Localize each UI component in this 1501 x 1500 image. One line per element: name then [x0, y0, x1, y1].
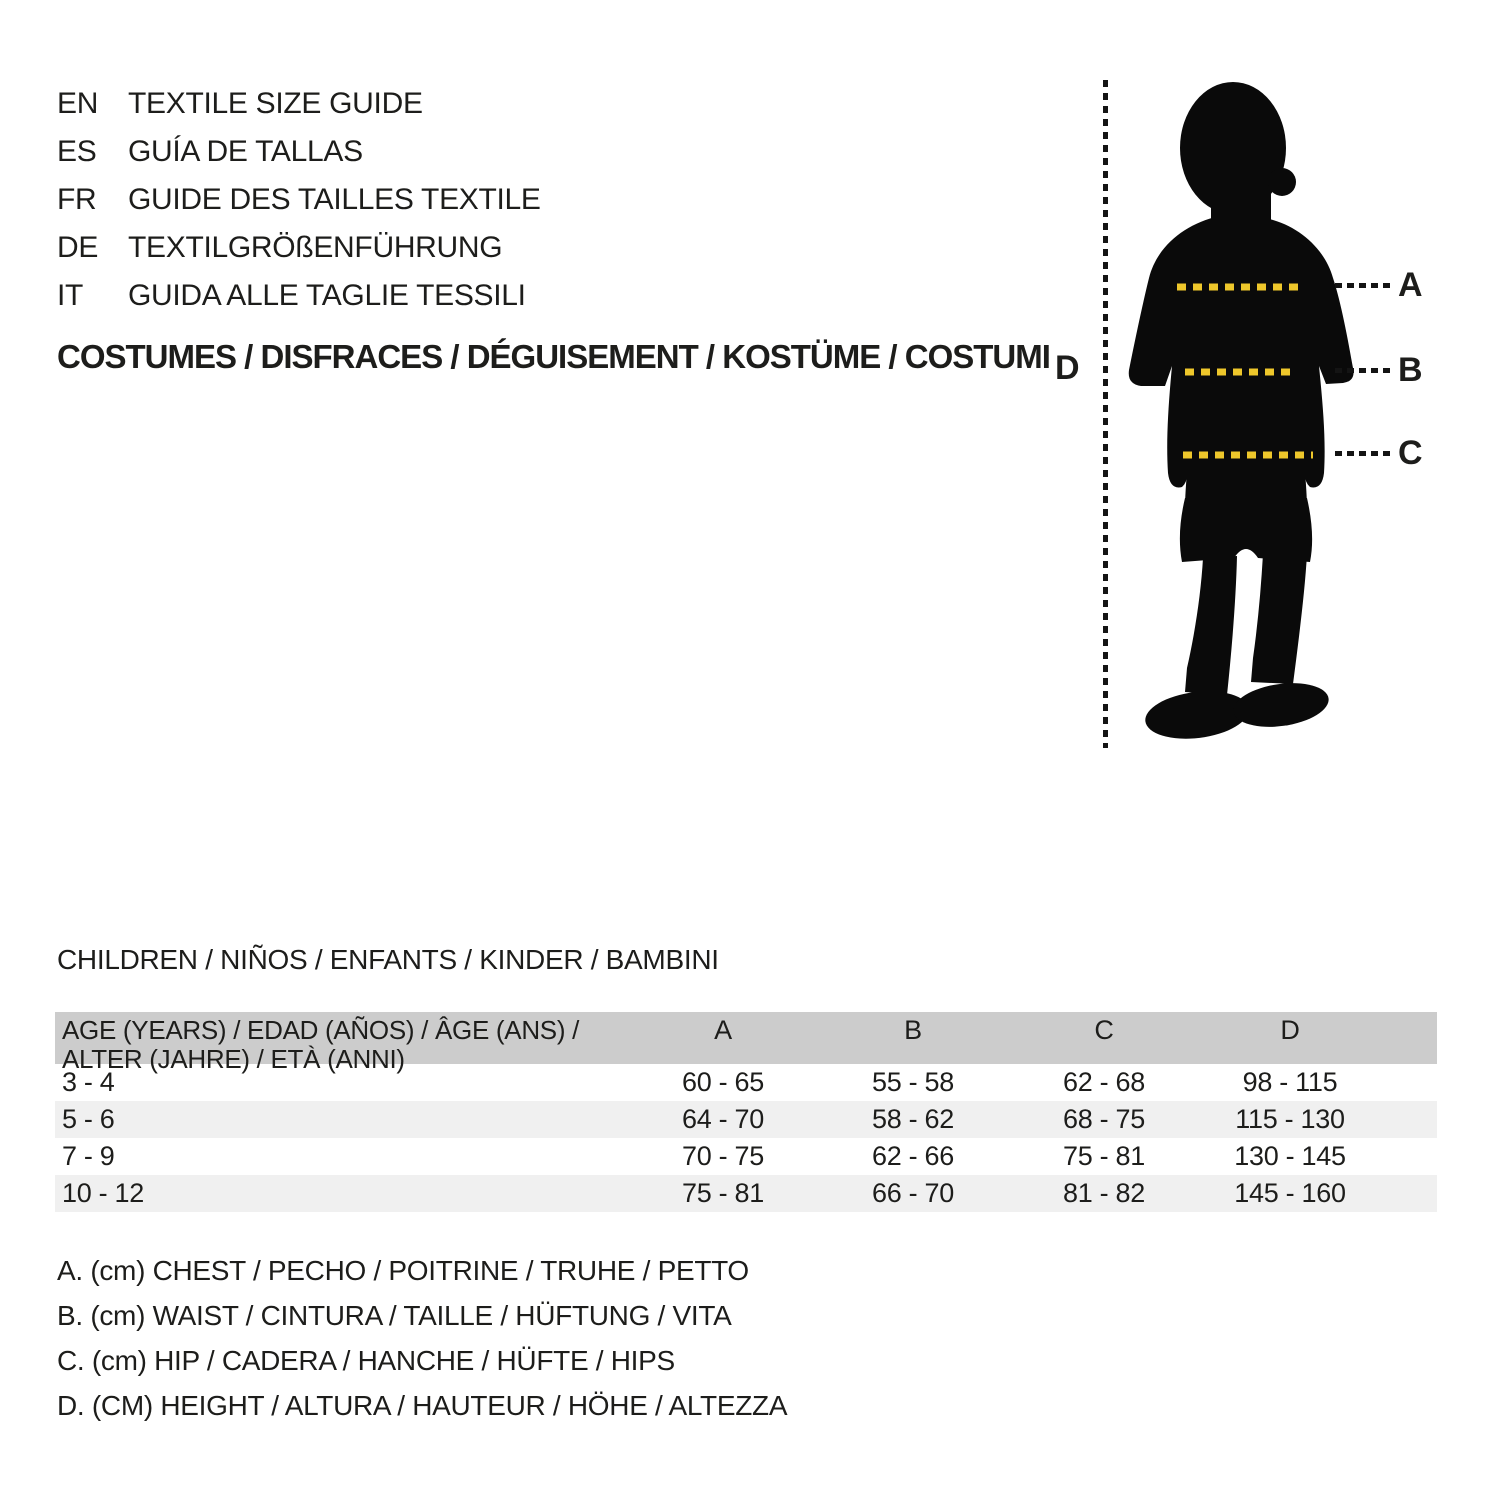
- hip-label: C: [1398, 434, 1423, 472]
- column-header-b: B: [904, 1015, 922, 1045]
- column-header-c: C: [1094, 1015, 1114, 1045]
- legend-chest: A. (cm) CHEST / PECHO / POITRINE / TRUHE / PETTO: [57, 1255, 749, 1286]
- waist-cell: 66 - 70: [872, 1178, 954, 1208]
- lang-label: TEXTILGRÖßENFÜHRUNG: [128, 231, 503, 264]
- height-cell: 115 - 130: [1235, 1104, 1345, 1134]
- lang-label: GUIDE DES TAILLES TEXTILE: [128, 183, 541, 216]
- lang-code: DE: [57, 231, 99, 264]
- table-row: [55, 1175, 1437, 1212]
- lang-label: GUÍA DE TALLAS: [128, 135, 363, 168]
- hip-cell: 75 - 81: [1063, 1141, 1145, 1171]
- waist-cell: 62 - 66: [872, 1141, 954, 1171]
- age-cell: 3 - 4: [62, 1067, 115, 1097]
- waist-leader-line: [1335, 368, 1392, 373]
- age-cell: 10 - 12: [62, 1178, 144, 1208]
- table-row: [55, 1101, 1437, 1138]
- height-label: D: [1055, 349, 1080, 387]
- chest-cell: 64 - 70: [682, 1104, 764, 1134]
- legend-height: D. (CM) HEIGHT / ALTURA / HAUTEUR / HÖHE / ALTEZZA: [57, 1390, 788, 1421]
- lang-code: IT: [57, 279, 84, 312]
- table-section-title: CHILDREN / NIÑOS / ENFANTS / KINDER / BAMBINI: [57, 944, 719, 975]
- height-cell: 130 - 145: [1234, 1141, 1346, 1171]
- age-cell: 5 - 6: [62, 1104, 115, 1134]
- legend-hip: C. (cm) HIP / CADERA / HANCHE / HÜFTE / HIPS: [57, 1345, 675, 1376]
- height-dashed-line: [1103, 80, 1108, 748]
- waist-cell: 55 - 58: [872, 1067, 954, 1097]
- chest-label: A: [1398, 266, 1423, 304]
- category-title: COSTUMES / DISFRACES / DÉGUISEMENT / KOSTÜME / COSTUMI: [57, 338, 1050, 375]
- hip-leader-line: [1335, 451, 1392, 456]
- lang-code: FR: [57, 183, 97, 216]
- legend-waist: B. (cm) WAIST / CINTURA / TAILLE / HÜFTUNG / VITA: [57, 1300, 732, 1331]
- children-size-table: [55, 1012, 1437, 1212]
- hip-cell: 62 - 68: [1063, 1067, 1145, 1097]
- lang-code: EN: [57, 87, 99, 120]
- hip-cell: 68 - 75: [1063, 1104, 1145, 1134]
- chest-cell: 70 - 75: [682, 1141, 764, 1171]
- lang-label: TEXTILE SIZE GUIDE: [128, 87, 423, 120]
- table-row: [55, 1138, 1437, 1175]
- age-column-header: [55, 1012, 640, 1074]
- height-cell: 145 - 160: [1234, 1178, 1346, 1208]
- column-header-a: A: [714, 1015, 732, 1045]
- lang-code: ES: [57, 135, 97, 168]
- chest-cell: 60 - 65: [682, 1067, 764, 1097]
- waist-label: B: [1398, 351, 1423, 389]
- waist-cell: 58 - 62: [872, 1104, 954, 1134]
- age-header-line1: AGE (YEARS) / EDAD (AÑOS) / ÂGE (ANS) /: [62, 1015, 580, 1045]
- measurement-legend: [57, 1248, 787, 1428]
- lang-label: GUIDA ALLE TAGLIE TESSILI: [128, 279, 526, 312]
- height-cell: 98 - 115: [1242, 1067, 1338, 1097]
- table-row: [55, 1064, 1437, 1101]
- age-cell: 7 - 9: [62, 1141, 115, 1171]
- hip-cell: 81 - 82: [1063, 1178, 1145, 1208]
- table-header-row: [55, 1012, 1437, 1074]
- child-silhouette-icon: [1115, 78, 1415, 748]
- column-header-d: D: [1280, 1015, 1300, 1045]
- age-header-line2: ALTER (JAHRE) / ETÀ (ANNI): [62, 1044, 405, 1074]
- chest-leader-line: [1335, 283, 1392, 288]
- chest-cell: 75 - 81: [682, 1178, 764, 1208]
